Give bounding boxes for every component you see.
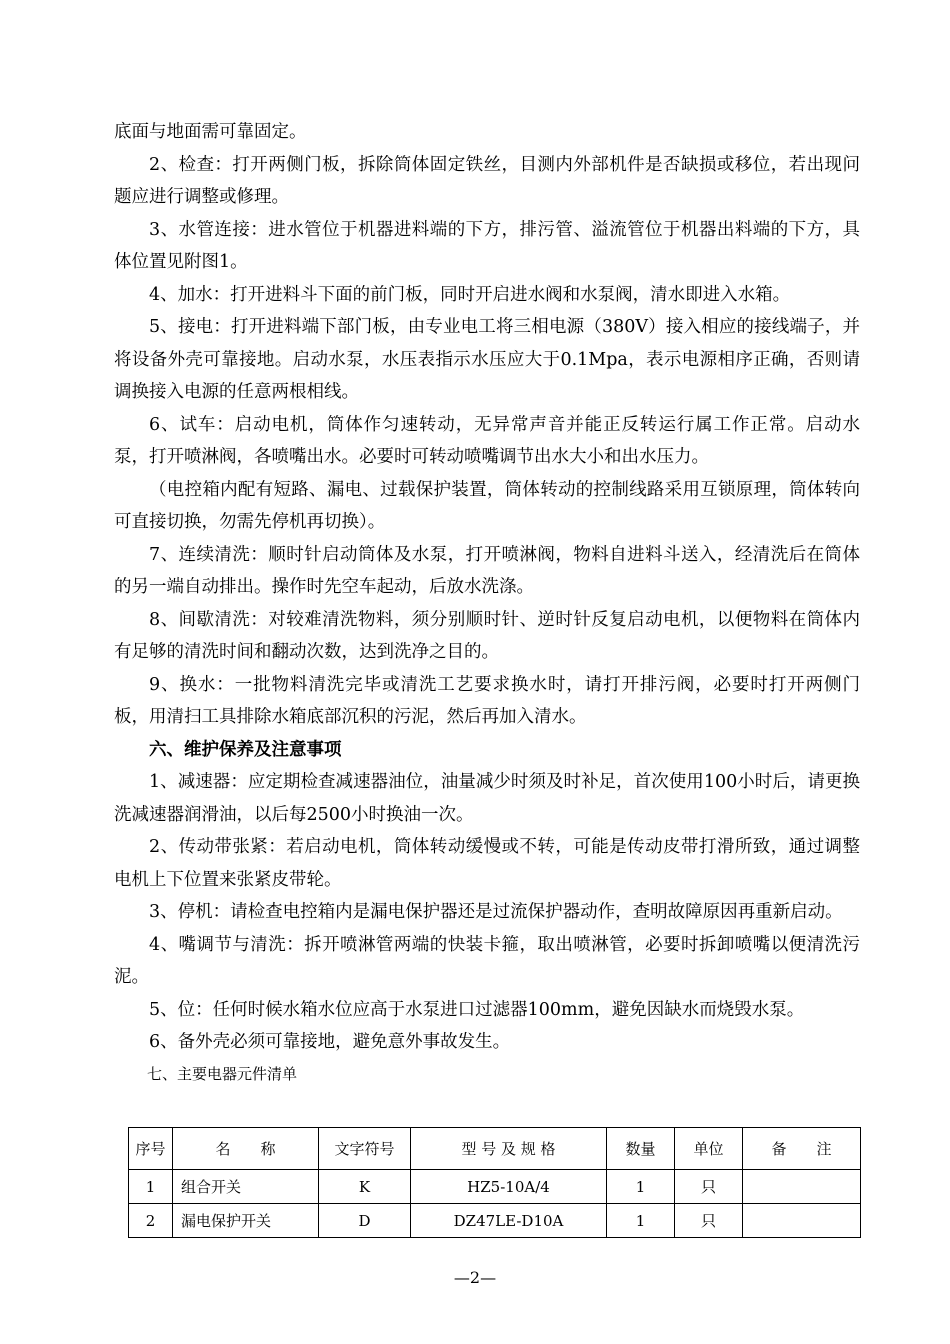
table-cell: 只 [675,1170,743,1204]
header-cell: 备 注 [743,1128,861,1170]
header-cell: 数量 [607,1128,675,1170]
maintenance-item: 5、位：任何时候水箱水位应高于水泵进口过滤器100mm，避免因缺水而烧毁水泵。 [149,999,805,1020]
paragraph: 6、试车：启动电机，筒体作匀速转动，无异常声音并能正反转运行属工作正常。启动水泵，打开喷淋阀，各喷嘴出水。必要时可转动喷嘴调节出水大小和出水压力。 [114,414,860,467]
maintenance-item: 4、嘴调节与清洗：拆开喷淋管两端的快装卡箍，取出喷淋管，必要时拆卸喷嘴以便清洗污泥。 [114,934,860,987]
table-row [129,1204,861,1238]
table-header-row [129,1128,861,1170]
paragraph: 4、加水：打开进料斗下面的前门板，同时开启进水阀和水泵阀，清水即进入水箱。 [149,284,791,305]
table-cell: 组合开关 [173,1170,319,1204]
paragraph: 9、换水：一批物料清洗完毕或清洗工艺要求换水时，请打开排污阀，必要时打开两侧门板，用清扫工具排除水箱底部沉积的污泥，然后再加入清水。 [114,674,860,727]
document-body [114,116,860,1089]
header-cell: 序号 [129,1128,173,1170]
paragraph: 底面与地面需可靠固定。 [114,122,307,142]
paragraph: 2、检查：打开两侧门板，拆除筒体固定铁丝，目测内外部机件是否缺损或移位，若出现问题应进行调整或修理。 [114,154,860,207]
table-cell: DZ47LE-D10A [411,1204,607,1238]
maintenance-item: 1、减速器：应定期检查减速器油位，油量减少时须及时补足，首次使用100小时后，请更换洗减速器润滑油，以后每2500小时换油一次。 [114,772,860,825]
maintenance-item: 2、传动带张紧：若启动电机，筒体转动缓慢或不转，可能是传动皮带打滑所致，通过调整电机上下位置来张紧皮带轮。 [114,837,860,890]
table-cell: 1 [607,1170,675,1204]
paragraph: 8、间歇清洗：对较难清洗物料，须分别顺时针、逆时针反复启动电机，以便物料在筒体内有足够的清洗时间和翻动次数，达到洗净之目的。 [114,609,860,662]
header-cell: 型 号 及 规 格 [411,1128,607,1170]
table-cell: K [319,1170,411,1204]
paragraph: （电控箱内配有短路、漏电、过载保护装置，筒体转动的控制线路采用互锁原理，筒体转向可直接切换，勿需先停机再切换）。 [114,479,860,532]
header-cell: 名 称 [173,1128,319,1170]
table-cell [743,1204,861,1238]
table-cell: 2 [129,1204,173,1238]
maintenance-item: 3、停机：请检查电控箱内是漏电保护器还是过流保护器动作，查明故障原因再重新启动。 [149,902,843,922]
table-cell: 只 [675,1204,743,1238]
paragraph: 3、水管连接：进水管位于机器进料端的下方，排污管、溢流管位于机器出料端的下方，具体位置见附图1。 [114,219,860,272]
table-cell [743,1170,861,1204]
table-cell: 漏电保护开关 [173,1204,319,1238]
table-cell: HZ5-10A/4 [411,1170,607,1204]
paragraph: 5、接电：打开进料端下部门板，由专业电工将三相电源（380V）接入相应的接线端子，并将设备外壳可靠接地。启动水泵，水压表指示水压应大于0.1Mpa，表示电源相序正确，否则请调换接入电源的任意两根相线。 [114,317,860,402]
section-heading: 七、主要电器元件清单 [147,1064,298,1083]
section-heading: 六、维护保养及注意事项 [149,739,342,760]
header-cell: 文字符号 [319,1128,411,1170]
table-cell: D [319,1204,411,1238]
table-row [129,1170,861,1204]
page-number: —2— [453,1268,497,1287]
table-cell: 1 [129,1170,173,1204]
maintenance-item: 6、备外壳必须可靠接地，避免意外事故发生。 [149,1032,511,1052]
table-cell: 1 [607,1204,675,1238]
paragraph: 7、连续清洗：顺时针启动筒体及水泵，打开喷淋阀，物料自进料斗送入，经清洗后在筒体的另一端自动排出。操作时先空车起动，后放水洗涤。 [114,544,860,597]
parts-table [128,1127,861,1238]
header-cell: 单位 [675,1128,743,1170]
